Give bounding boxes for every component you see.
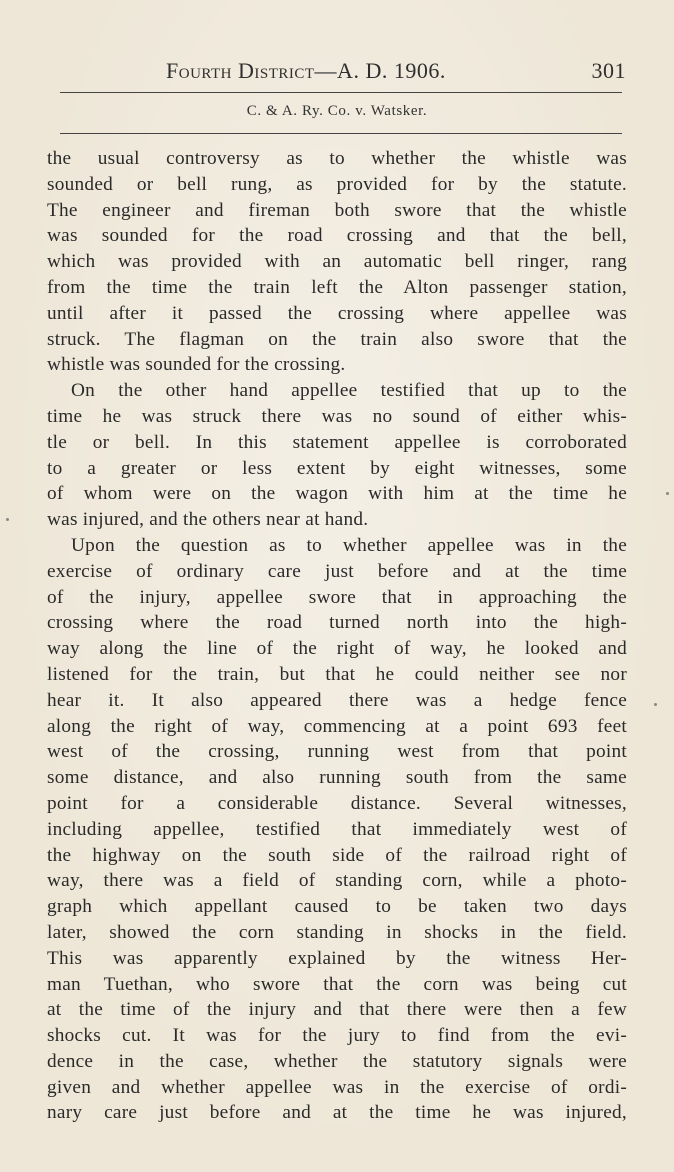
text-line: was sounded for the road crossing and that the bell, xyxy=(47,225,627,247)
text-line: from the time the train left the Alton passenger station, xyxy=(47,276,627,298)
text-line: the usual controversy as to whether the whistle was xyxy=(47,148,627,169)
text-line: point for a considerable distance. Several witnesses, xyxy=(47,792,627,814)
text-line: which was provided with an automatic bell ringer, rang xyxy=(47,251,627,273)
running-head-title: Fourth District—A. D. 1906. xyxy=(166,58,446,83)
text-line: later, showed the corn standing in shocks in the field. xyxy=(47,921,627,943)
text-line: time he was struck there was no sound of either whis- xyxy=(47,405,627,427)
text-line: listened for the train, but that he could neither see nor xyxy=(47,663,627,685)
text-line: of the injury, appellee swore that in approaching the xyxy=(47,586,627,608)
text-line: way, there was a field of standing corn, while a photo- xyxy=(47,870,627,892)
text-line: The engineer and fireman both swore that the whistle xyxy=(47,199,627,221)
text-line: Upon the question as to whether appellee was in the xyxy=(71,534,627,556)
paper-speck xyxy=(6,518,9,521)
text-line: west of the crossing, running west from that point xyxy=(47,741,627,763)
text-line: man Tuethan, who swore that the corn was being cut xyxy=(47,973,627,995)
paper-speck xyxy=(666,492,669,495)
text-line: given and whether appellee was in the exercise of ordi- xyxy=(47,1076,627,1098)
text-line: along the right of way, commencing at a point 693 feet xyxy=(47,715,627,737)
text-line: at the time of the injury and that there were then a few xyxy=(47,999,627,1021)
text-line: This was apparently explained by the witness Her- xyxy=(47,947,627,969)
text-line: exercise of ordinary care just before and at the time xyxy=(47,560,627,582)
text-line: whistle was sounded for the crossing. xyxy=(47,354,346,376)
text-line: until after it passed the crossing where appellee was xyxy=(47,302,627,324)
text-line: way along the line of the right of way, he looked and xyxy=(47,638,627,660)
running-head xyxy=(160,58,630,88)
text-line: sounded or bell rung, as provided for by the statute. xyxy=(47,173,627,195)
caption-rule xyxy=(60,133,622,134)
text-line: shocks cut. It was for the jury to find from the evi- xyxy=(47,1025,627,1047)
text-line: tle or bell. In this statement appellee is corroborated xyxy=(47,431,627,453)
text-line: graph which appellant caused to be taken two days xyxy=(47,896,627,918)
text-line: On the other hand appellee testified that up to the xyxy=(71,380,627,402)
text-line: to a greater or less extent by eight witnesses, some xyxy=(47,457,627,479)
text-line: the highway on the south side of the railroad right of xyxy=(47,844,627,866)
text-line: struck. The flagman on the train also swore that the xyxy=(47,328,627,350)
case-caption: C. & A. Ry. Co. v. Watsker. xyxy=(246,103,428,119)
page-number: 301 xyxy=(591,58,626,83)
text-line: some distance, and also running south from the same xyxy=(47,767,627,789)
text-line: was injured, and the others near at hand. xyxy=(47,509,369,531)
text-line: nary care just before and at the time he was injured, xyxy=(47,1102,627,1124)
text-line: crossing where the road turned north into the high- xyxy=(47,612,627,634)
text-line: hear it. It also appeared there was a hedge fence xyxy=(47,689,627,711)
paper-speck xyxy=(654,703,657,706)
text-line: including appellee, testified that immediately west of xyxy=(47,818,627,840)
text-line: of whom were on the wagon with him at the time he xyxy=(47,483,627,505)
header-rule xyxy=(60,92,622,93)
body-text xyxy=(47,146,627,1126)
text-line: dence in the case, whether the statutory signals were xyxy=(47,1050,627,1072)
